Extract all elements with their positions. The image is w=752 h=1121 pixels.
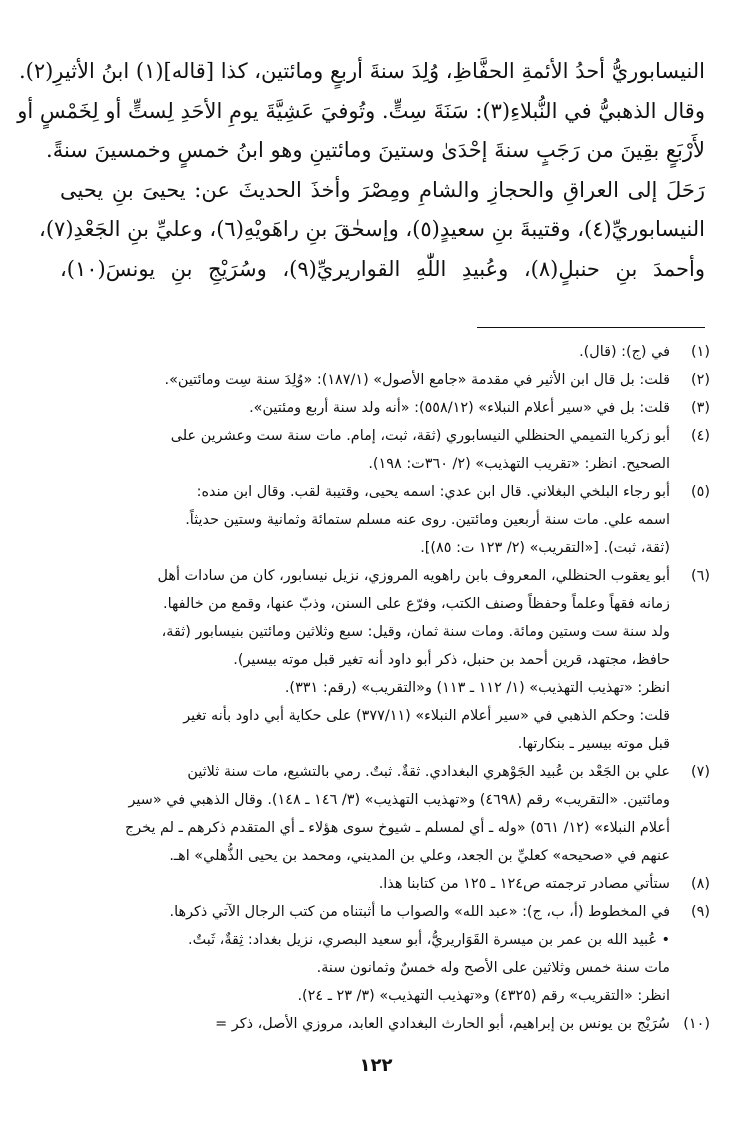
footnote-number: (٣) [691, 400, 710, 416]
footnote-line: • عُبيد الله بن عمر بن ميسرة القَوَاريريُّ، أبو سعيد البصري، نزيل بغداد: ثِقةٌ، ثَبتٌ. [188, 932, 670, 948]
footnote-line: أبو زكريا التميمي الحنظلي النيسابوري (ثقة، ثبت، إمام. مات سنة ست وعشرين على [170, 428, 670, 444]
page-number: ١٢٢ [359, 1055, 393, 1076]
main-text-line: النيسابوريُّ أحدُ الأئمةِ الحفَّاظِ، وُلِدَ سنةَ أربعٍ ومائتين، كذا [قاله](١) ابنُ الأثيرِ(٢). [18, 59, 705, 83]
footnote-line: قلت: بل قال ابن الأثير في مقدمة «جامع الأصول» (١٨٧/١): «وُلِدَ سنة سِت ومائتين». [164, 372, 670, 388]
footnote-1 [50, 338, 710, 366]
main-text-line: وأحمدَ بنِ حنبلٍ(٨)، وعُبيدِ اللّٰهِ القواريريِّ(٩)، وسُرَيْجِ بنِ يونسَ(١٠)، [60, 256, 705, 281]
footnote-line: انظر: «تهذيب التهذيب» (١/ ١١٢ ـ ١١٣) و«التقريب» (رقم: ٣٣١). [284, 680, 670, 696]
footnote-2 [50, 366, 710, 394]
footnote-line: في المخطوط (أ، ب، ج): «عبد الله» والصواب ما أثبتناه من كتب الرجال الآتي ذكرها. [169, 904, 670, 920]
footnote-number: (٧) [691, 764, 710, 780]
footnote-line: زمانه فقهاً وعلماً وحفظاً وصنف الكتب، وفرّع على السنن، وذبّ عنها، وقمع من خالفها. [163, 596, 670, 612]
main-text-line: لأَرْبَعٍ بقِينَ من رَجَبٍ سنةَ إحْدَىٰ وستينَ ومائتينِ وهو ابنُ خمسٍ وخمسينَ سنةً. [46, 138, 705, 162]
footnote-line: علي بن الجَعْد بن عُبيد الجَوْهري البغدادي. ثقةٌ. ثبتٌ. رمي بالتشيع، مات سنة ثلاثين [187, 764, 670, 780]
footnote-line: ستأتي مصادر ترجمته ص١٢٤ ـ ١٢٥ من كتابنا هذا. [378, 876, 670, 892]
main-text-line: وقال الذهبيُّ في النُّبلاءِ(٣): سَنَةَ سِتٍّ. وتُوفيَ عَشِيَّةَ يومِ الأحَدِ لِستٍّ أو لِخَمْسٍ أو [17, 98, 705, 123]
footnotes-block [50, 338, 710, 1038]
main-text-line: رَحَلَ إلى العراقِ والحجازِ والشامِ ومِصْرَ وأخذَ الحديثَ عن: يحيىَ بنِ يحيى [60, 177, 705, 202]
footnote-7 [50, 758, 710, 870]
footnote-number: (١٠) [683, 1016, 710, 1032]
footnote-line: مات سنة خمس وثلاثين على الأصح وله خمسٌ وثمانون سنة. [316, 960, 670, 976]
footnote-4 [50, 422, 710, 478]
footnote-body [50, 870, 670, 898]
footnote-body [50, 898, 670, 1010]
footnote-number: (١) [691, 344, 710, 360]
footnote-line: (ثقة، ثبت). [«التقريب» (٢/ ١٢٣ ت: ٨٥)]. [420, 540, 670, 556]
footnote-body [50, 366, 670, 394]
footnote-line: انظر: «التقريب» رقم (٤٣٢٥) و«تهذيب التهذيب» (٣/ ٢٣ ـ ٢٤). [297, 988, 670, 1004]
footnote-body [50, 562, 670, 758]
main-text-line: النيسابوريِّ(٤)، وقتيبةَ بنِ سعيدٍ(٥)، وإسحٰقَ بنِ راهَويْهِ(٦)، وعليِّ بنِ الجَعْدِ(٧)، [39, 217, 705, 241]
footnote-line: أعلام النبلاء» (١٢/ ٥٦١) «وله ـ أي لمسلم ـ شيوخ سوى هؤلاء ـ أي المتقدم ذكرهم ـ لم يخرج [124, 820, 670, 836]
footnote-line: أبو رجاء البلخي البغلاني. قال ابن عدي: اسمه يحيى، وقتيبة لقب. وقال ابن منده: [196, 484, 670, 500]
footnote-separator [477, 327, 705, 328]
footnote-line: حافظ، مجتهد، قرين أحمد بن حنبل، ذكر أبو داود أنه تغير قبل موته بيسير). [233, 652, 670, 668]
footnote-10 [50, 1010, 710, 1038]
footnote-line: ومائتين. «التقريب» رقم (٤٦٩٨) و«تهذيب التهذيب» (٣/ ١٤٦ ـ ١٤٨). وقال الذهبي في «سير [128, 792, 670, 808]
footnote-body [50, 422, 670, 478]
footnote-line: ولد سنة ست وستين ومائة. ومات سنة ثمان، وقيل: سبع وثلاثين ومائتين بنيسابور (ثقة، [161, 624, 670, 640]
footnote-number: (٤) [691, 428, 710, 444]
footnote-line: عنهم في «صحيحه» كعليِّ بن الجعد، وعلي بن المديني، ومحمد بن يحيى الذُّهلي» اهـ. [169, 848, 670, 864]
footnote-line: في (ج): (قال). [579, 344, 670, 360]
footnote-number: (٦) [691, 568, 710, 584]
footnote-5 [50, 478, 710, 562]
footnote-line: أبو يعقوب الحنظلي، المعروف بابن راهويه المروزي، نزيل نيسابور، كان من سادات أهل [157, 568, 670, 584]
footnote-line: اسمه علي. مات سنة أربعين ومائتين. روى عنه مسلم ستمائة وثمانية وستين حديثاً. [185, 512, 670, 528]
footnote-body [50, 758, 670, 870]
footnote-line: قلت: بل في «سير أعلام النبلاء» (٥٥٨/١٢): «أنه ولد سنة أربع ومئتين». [249, 400, 670, 416]
footnote-line: قبل موته بيسير ـ بنكارتها. [517, 736, 670, 752]
footnote-body [50, 338, 670, 366]
footnote-6 [50, 562, 710, 758]
footnote-number: (٨) [691, 876, 710, 892]
footnote-line: سُرَيْج بن يونس بن إبراهيم، أبو الحارث البغدادي العابد، مروزي الأصل، ذكر = [215, 1016, 670, 1032]
footnote-body [50, 394, 670, 422]
main-text-block [17, 52, 705, 289]
footnote-line: قلت: وحكم الذهبي في «سير أعلام النبلاء» (٣٧٧/١١) على حكاية أبي داود بأنه تغير [183, 708, 670, 724]
footnote-9 [50, 898, 710, 1010]
footnote-number: (٩) [691, 904, 710, 920]
footnote-body [50, 478, 670, 562]
footnote-number: (٥) [691, 484, 710, 500]
footnote-line: الصحيح. انظر: «تقريب التهذيب» (٢/ ٣٦٠ت: ١٩٨). [368, 456, 670, 472]
footnote-body [50, 1010, 670, 1038]
footnote-8 [50, 870, 710, 898]
footnote-number: (٢) [691, 372, 710, 388]
footnote-3 [50, 394, 710, 422]
